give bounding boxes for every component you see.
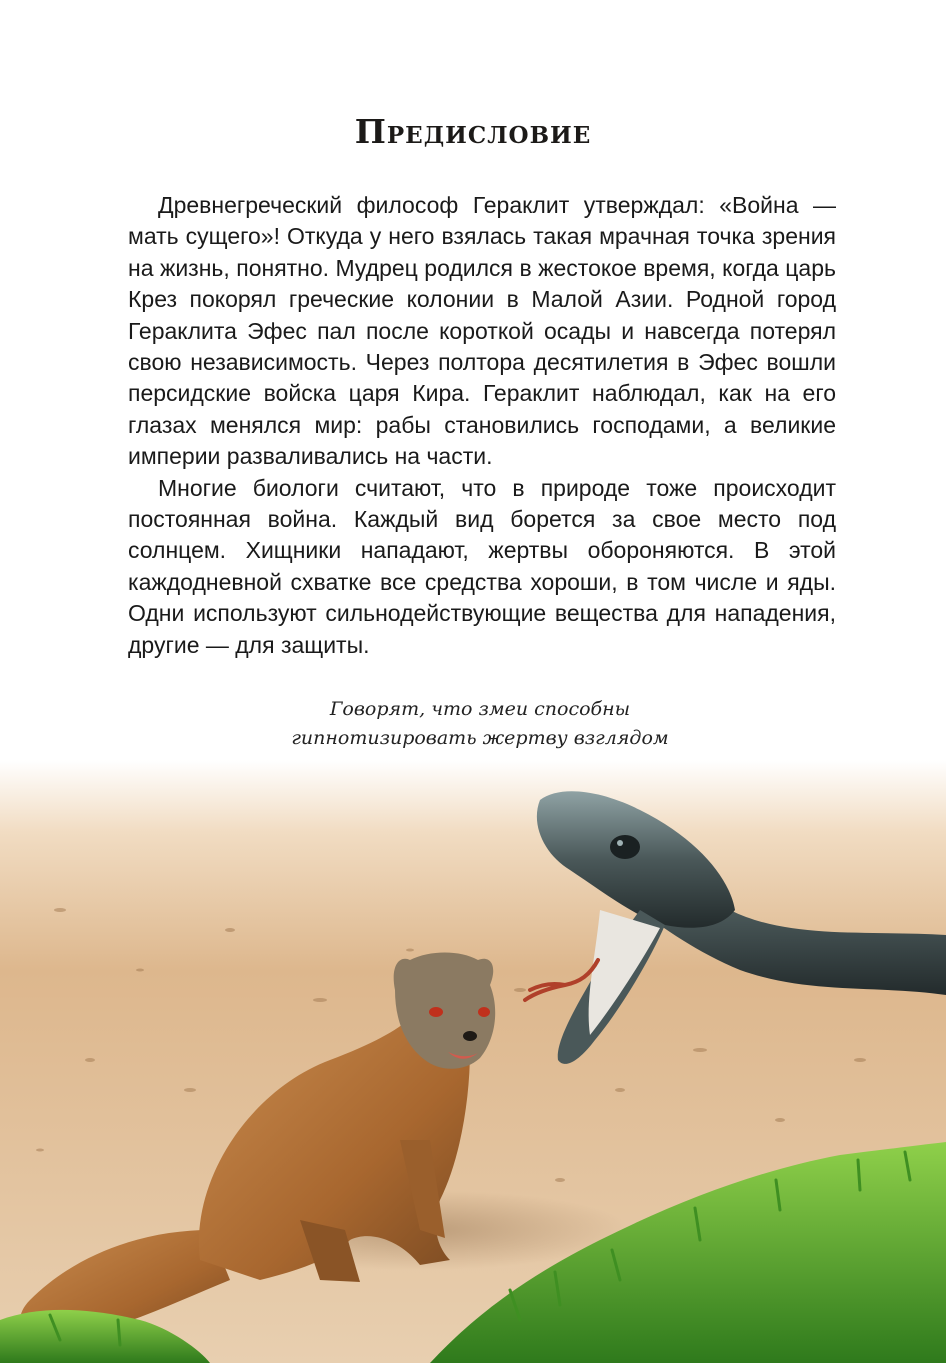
snake-eye bbox=[610, 835, 640, 859]
body-text bbox=[128, 190, 836, 661]
illustration-caption bbox=[0, 695, 946, 753]
mongoose-eye-left bbox=[429, 1007, 443, 1017]
caption-line-2: гипнотизировать жертву взглядом bbox=[291, 727, 669, 749]
mongoose-snake-illustration bbox=[0, 760, 946, 1363]
paragraph-1: Древнегреческий философ Гераклит утверждал: «Война — мать сущего»! Откуда у него взялась такая мрачная точка зрения на жизнь, понятно. Мудрец родился в жестокое время, когда царь Крез покорял греческие колонии в Малой Азии. Родной город Гераклита Эфес пал после короткой осады и навсегда потерял свою независимость. Через полтора десятилетия в Эфес вошли персидские войска царя Кира. Гераклит наблюдал, как на его глазах менялся мир: рабы становились господами, а великие империи разваливались на части. bbox=[128, 192, 836, 470]
paragraph-2: Многие биологи считают, что в природе тоже происходит постоянная война. Каждый вид борется за свое место под солнцем. Хищники нападают, жертвы обороняются. В этой каждодневной схватке все средства хороши, в том числе и яды. Одни используют сильнодействующие вещества для нападения, другие — для защиты. bbox=[128, 474, 836, 658]
mongoose-nose bbox=[463, 1031, 477, 1041]
caption-line-1: Говорят, что змеи способны bbox=[329, 698, 631, 720]
mongoose-eye-right bbox=[478, 1007, 490, 1017]
page-title: Предисловие bbox=[354, 112, 592, 151]
